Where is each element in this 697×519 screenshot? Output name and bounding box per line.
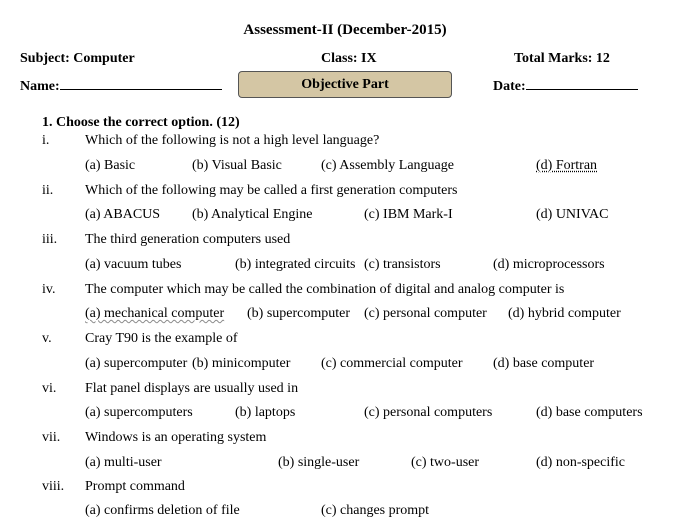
question-number: v. [42,331,52,346]
question-text: Cray T90 is the example of [85,331,238,346]
option-c: (c) personal computers [364,405,493,420]
question-text: Prompt command [85,479,185,494]
option-a: (a) vacuum tubes [85,257,182,272]
option-c: (c) two-user [411,455,480,470]
option-b: (b) Visual Basic [192,158,282,173]
question-number: iii. [42,232,58,247]
question-text: The computer which may be called the combination of digital and analog computer is [85,282,565,297]
option-a: (a) mechanical computer [85,306,225,321]
option-a: (a) ABACUS [85,207,161,222]
option-b: (b) laptops [235,405,296,420]
question-number: i. [42,133,50,148]
question-number: iv. [42,282,56,297]
option-d: (d) non-specific [536,455,626,470]
option-a: (a) supercomputer [85,356,188,371]
section-heading: 1. Choose the correct option. (12) [42,115,240,130]
option-a: (a) confirms deletion of file [85,503,240,518]
question-text: Which of the following may be called a first generation computers [85,183,458,198]
objective-part-box: Objective Part [238,71,452,98]
option-d: (d) UNIVAC [536,207,609,222]
option-a: (a) supercomputers [85,405,193,420]
question-number: vi. [42,381,57,396]
question-number: vii. [42,430,61,445]
question-number: viii. [42,479,65,494]
option-b: (b) Analytical Engine [192,207,313,222]
date-blank-line [526,76,638,90]
option-b: (b) supercomputer [247,306,351,321]
option-d: (d) microprocessors [493,257,605,272]
date-field [493,76,638,95]
option-c: (c) transistors [364,257,441,272]
question-text: Flat panel displays are usually used in [85,381,299,396]
option-d: (d) base computers [536,405,643,420]
option-a: (a) multi-user [85,455,162,470]
option-c: (c) IBM Mark-I [364,207,453,222]
date-label: Date: [493,79,526,94]
option-c: (c) Assembly Language [321,158,454,173]
name-field [20,76,222,95]
option-b: (b) minicomputer [192,356,291,371]
name-blank-line [60,76,222,90]
question-number: ii. [42,183,54,198]
option-a: (a) Basic [85,158,136,173]
option-d: (d) base computer [493,356,595,371]
option-d: (d) Fortran [536,158,598,173]
question-text: Windows is an operating system [85,430,267,445]
option-b: (b) single-user [278,455,360,470]
question-text: The third generation computers used [85,232,291,247]
subject-label: Subject: Computer [20,51,135,66]
name-label: Name: [20,79,60,94]
class-label: Class: IX [321,51,377,66]
option-c: (c) commercial computer [321,356,463,371]
question-text: Which of the following is not a high level language? [85,133,380,148]
page-title: Assessment-II (December-2015) [243,22,447,38]
total-marks-label: Total Marks: 12 [514,51,610,66]
option-b: (b) integrated circuits [235,257,356,272]
option-d: (d) hybrid computer [508,306,621,321]
option-c: (c) personal computer [364,306,487,321]
option-c: (c) changes prompt [321,503,430,518]
